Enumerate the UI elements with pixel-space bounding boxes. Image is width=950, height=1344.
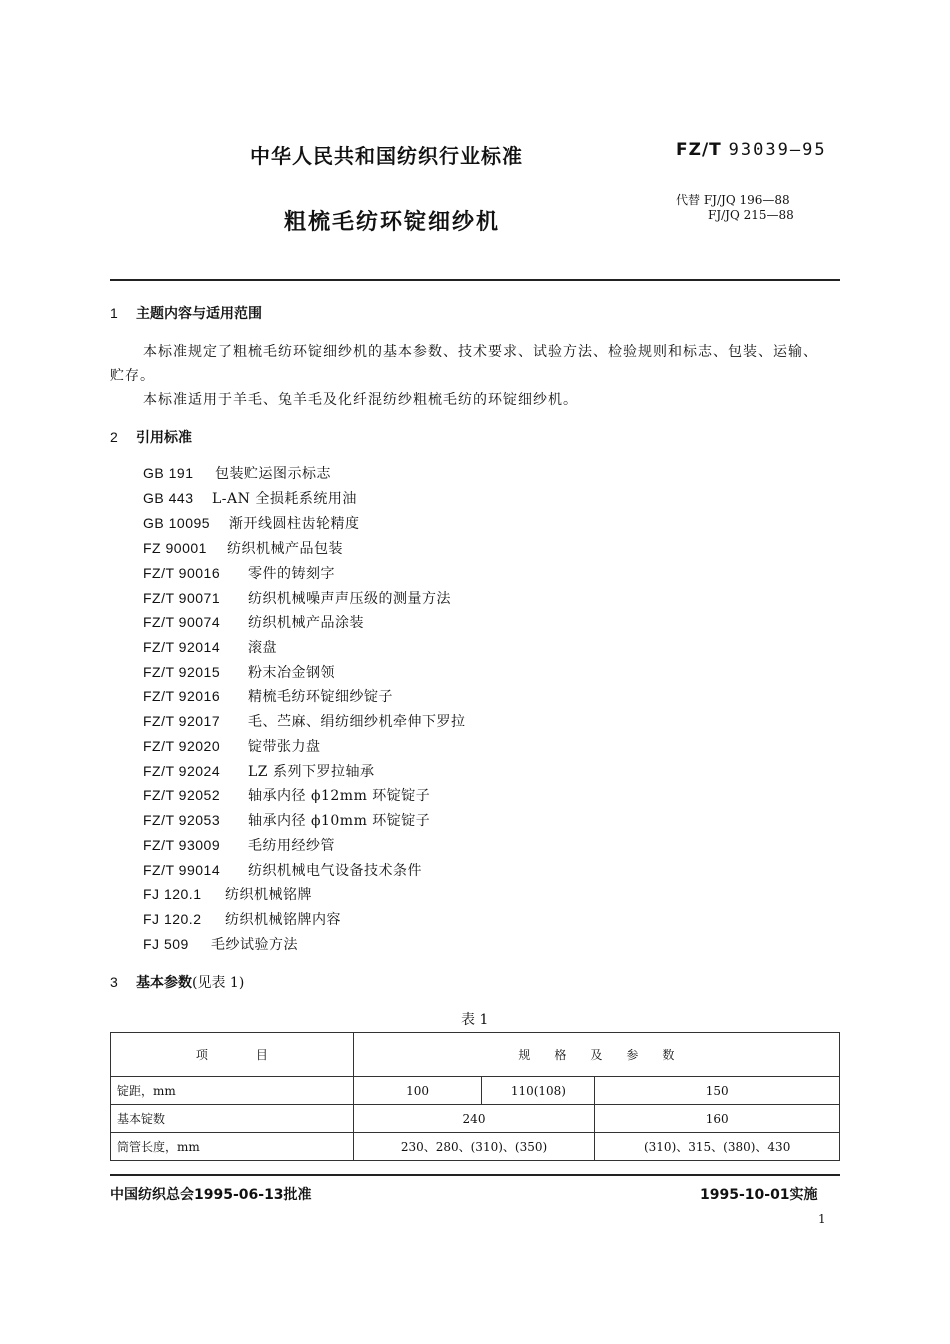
reference-item <box>143 761 374 781</box>
reference-item <box>143 835 335 855</box>
standard-prefix: FZ/T <box>676 140 722 160</box>
reference-title: 纺织机械电气设备技术条件 <box>248 863 422 879</box>
reference-item <box>143 909 341 929</box>
reference-title: 滚盘 <box>248 640 277 656</box>
table-row <box>111 1133 840 1161</box>
reference-title: 毛纺用经纱管 <box>248 838 335 854</box>
reference-title: 毛纱试验方法 <box>211 937 298 953</box>
reference-title: 轴承内径 ϕ10mm 环锭锭子 <box>248 813 431 829</box>
reference-item <box>143 463 331 483</box>
table-row <box>111 1105 840 1133</box>
reference-code: FZ/T 99014 <box>143 862 221 878</box>
reference-code: FZ/T 92015 <box>143 664 221 680</box>
reference-item <box>143 563 335 583</box>
issuing-body-title: 中华人民共和国纺织行业标准 <box>250 144 523 168</box>
reference-item <box>143 588 451 608</box>
reference-code: FZ/T 92020 <box>143 738 221 754</box>
reference-code: GB 10095 <box>143 515 211 531</box>
table-row <box>111 1077 840 1105</box>
reference-item <box>143 488 357 508</box>
table-cell: 110(108) <box>482 1077 595 1105</box>
reference-title: LZ 系列下罗拉轴承 <box>248 764 375 780</box>
footer-divider <box>110 1174 840 1176</box>
reference-item <box>143 711 466 731</box>
reference-code: GB 191 <box>143 465 194 481</box>
section-2-number: 2 <box>110 429 118 445</box>
table-cell: (310)、315、(380)、430 <box>595 1133 840 1161</box>
approval-statement: 中国纺织总会1995-06-13批准 <box>110 1187 312 1203</box>
reference-item <box>143 637 277 657</box>
reference-code: FZ/T 92053 <box>143 812 221 828</box>
table-1 <box>110 1032 840 1161</box>
reference-item <box>143 513 360 533</box>
reference-code: FJ 120.1 <box>143 886 202 902</box>
reference-item <box>143 538 343 558</box>
reference-item <box>143 884 312 904</box>
reference-code: FZ/T 92052 <box>143 787 221 803</box>
section-1-paragraph-1-line-1: 本标准规定了粗梳毛纺环锭细纱机的基本参数、技术要求、试验方法、检验规则和标志、包装、运输、 <box>143 344 818 360</box>
reference-code: FZ/T 92016 <box>143 688 221 704</box>
reference-title: 毛、苎麻、绢纺细纱机牵伸下罗拉 <box>248 714 466 730</box>
reference-code: FZ/T 90016 <box>143 565 221 581</box>
table-cell: 100 <box>353 1077 482 1105</box>
reference-title: 锭带张力盘 <box>248 739 321 755</box>
reference-title: 纺织机械噪声声压级的测量方法 <box>248 591 451 607</box>
replaces-standard-2: FJ/JQ 215—88 <box>708 208 794 222</box>
reference-code: FJ 120.2 <box>143 911 202 927</box>
document-title: 粗梳毛纺环锭细纱机 <box>284 210 501 235</box>
table-cell: 230、280、(310)、(350) <box>353 1133 595 1161</box>
header-item-cell: 项 目 <box>111 1033 354 1077</box>
reference-title: 轴承内径 ϕ12mm 环锭锭子 <box>248 788 431 804</box>
reference-title: 纺织机械产品包装 <box>227 541 343 557</box>
reference-title: 零件的铸刻字 <box>248 566 335 582</box>
reference-code: FZ/T 93009 <box>143 837 221 853</box>
replaces-standard-1: FJ/JQ 196—88 <box>703 193 790 207</box>
reference-title: 纺织机械产品涂装 <box>248 615 364 631</box>
reference-item <box>143 736 321 756</box>
section-1-title: 主题内容与适用范围 <box>136 306 262 322</box>
reference-title: 精梳毛纺环锭细纱锭子 <box>248 689 393 705</box>
reference-item <box>143 934 298 954</box>
reference-title: 粉末冶金钢领 <box>248 665 335 681</box>
reference-title: 纺织机械铭牌 <box>225 887 312 903</box>
reference-code: FZ/T 90074 <box>143 614 221 630</box>
reference-code: FZ/T 90071 <box>143 590 221 606</box>
header-divider <box>110 279 840 281</box>
table-header-row <box>111 1033 840 1077</box>
reference-code: GB 443 <box>143 490 194 506</box>
section-3-title: 基本参数 <box>136 975 192 991</box>
standard-code: 93039—95 <box>728 140 827 160</box>
reference-title: 纺织机械铭牌内容 <box>225 912 341 928</box>
section-3-number: 3 <box>110 974 118 990</box>
section-2-title: 引用标准 <box>136 430 192 446</box>
table-cell: 240 <box>353 1105 595 1133</box>
reference-item <box>143 612 364 632</box>
section-3-heading <box>110 972 244 992</box>
reference-item <box>143 662 335 682</box>
implementation-date: 1995-10-01实施 <box>700 1187 818 1203</box>
table-1-caption: 表 1 <box>461 1012 489 1028</box>
table-cell: 160 <box>595 1105 840 1133</box>
section-3-note: (见表 1) <box>192 975 245 991</box>
section-1-number: 1 <box>110 305 118 321</box>
reference-item <box>143 810 430 830</box>
section-1-heading <box>110 303 262 323</box>
section-1-paragraph-1-line-2: 贮存。 <box>110 368 155 384</box>
reference-code: FZ/T 92014 <box>143 639 221 655</box>
row-label-cell: 锭距，mm <box>111 1077 354 1105</box>
table-cell: 150 <box>595 1077 840 1105</box>
reference-title: 渐开线圆柱齿轮精度 <box>229 516 360 532</box>
header-spec-cell: 规 格 及 参 数 <box>353 1033 839 1077</box>
reference-item <box>143 785 430 805</box>
page-number: 1 <box>818 1212 826 1226</box>
reference-code: FZ 90001 <box>143 540 207 556</box>
section-2-heading <box>110 427 192 447</box>
replaces-block <box>676 193 794 223</box>
reference-title: 包装贮运图示标志 <box>215 466 331 482</box>
reference-code: FZ/T 92024 <box>143 763 221 779</box>
reference-code: FZ/T 92017 <box>143 713 221 729</box>
reference-item <box>143 686 393 706</box>
reference-code: FJ 509 <box>143 936 189 952</box>
row-label-cell: 筒管长度，mm <box>111 1133 354 1161</box>
reference-item <box>143 860 422 880</box>
standard-number <box>676 140 827 160</box>
replaces-label: 代替 <box>676 193 701 207</box>
row-label-cell: 基本锭数 <box>111 1105 354 1133</box>
reference-title: L-AN 全损耗系统用油 <box>212 491 357 507</box>
section-1-paragraph-2: 本标准适用于羊毛、兔羊毛及化纤混纺纱粗梳毛纺的环锭细纱机。 <box>143 392 578 408</box>
